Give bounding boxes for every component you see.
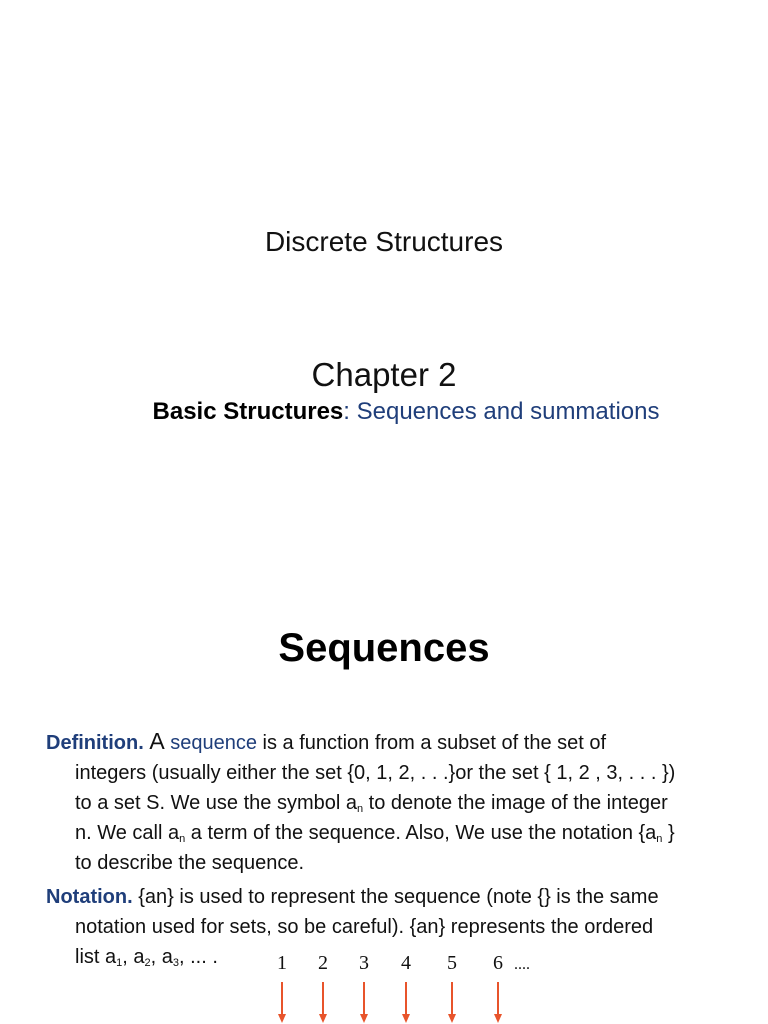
definition-text-1: is a function from a subset of the set of (256, 732, 607, 754)
index-number: 6 (493, 952, 503, 974)
definition-line-4-pre: n. We call a (75, 822, 180, 844)
definition-line-2: integers (usually either the set {0, 1, 2, . . .}or the set { 1, 2 , 3, . . . }) (75, 762, 676, 784)
subscript-n: n (656, 833, 663, 845)
notation-line-3-pre: list a (75, 946, 117, 968)
subscript-2: 2 (144, 957, 151, 969)
index-number: 4 (401, 952, 411, 974)
definition-line-3-post: to denote the image of the integer (363, 792, 668, 814)
notation-label: Notation. (46, 886, 133, 908)
definition-line-4 (46, 818, 736, 848)
definition-term: sequence (170, 732, 257, 754)
subscript-1: 1 (116, 957, 123, 969)
notation-line-3-post: , ... . (179, 946, 218, 968)
notation-sep-2: , a (150, 946, 173, 968)
definition-article: A (149, 728, 165, 754)
subscript-n: n (179, 833, 186, 845)
course-title: Discrete Structures (264, 226, 504, 257)
arrow-row (0, 980, 768, 1024)
definition-line-3 (46, 788, 736, 818)
definition-paragraph (46, 726, 736, 878)
down-arrow-icon (402, 982, 410, 1023)
down-arrow-icon (494, 982, 502, 1023)
index-number: 2 (318, 952, 328, 974)
definition-line-4-post: } (662, 822, 675, 844)
subtitle-colon: : (343, 398, 350, 425)
notation-sep-1: , a (122, 946, 145, 968)
subscript-n: n (357, 803, 364, 815)
index-ellipsis: .... (514, 956, 530, 973)
definition-line-5: to describe the sequence. (75, 852, 305, 874)
subtitle-bold: Basic Structures (152, 398, 344, 425)
down-arrow-icon (319, 982, 327, 1023)
slide-heading: Sequences (278, 626, 490, 670)
down-arrow-icon (278, 982, 286, 1023)
definition-line-1 (46, 726, 736, 758)
definition-label: Definition. (46, 732, 144, 754)
index-number: 3 (359, 952, 369, 974)
chapter-title: Chapter 2 (311, 356, 457, 393)
notation-text-1: {an} is used to represent the sequence (note {} is the same (132, 886, 659, 908)
notation-line-1 (46, 882, 736, 912)
down-arrow-icon (448, 982, 456, 1023)
down-arrow-icon (360, 982, 368, 1023)
notation-line-2: notation used for sets, so be careful). {an} represents the ordered (75, 916, 654, 938)
index-number: 1 (277, 952, 287, 974)
chapter-subtitle (0, 398, 768, 426)
index-number: 5 (447, 952, 457, 974)
subtitle-rest: Sequences and summations (349, 398, 660, 425)
subscript-3: 3 (172, 957, 179, 969)
definition-line-3-pre: to a set S. We use the symbol a (75, 792, 357, 814)
definition-line-4-mid: a term of the sequence. Also, We use the notation {a (185, 822, 657, 844)
index-row (0, 952, 768, 976)
